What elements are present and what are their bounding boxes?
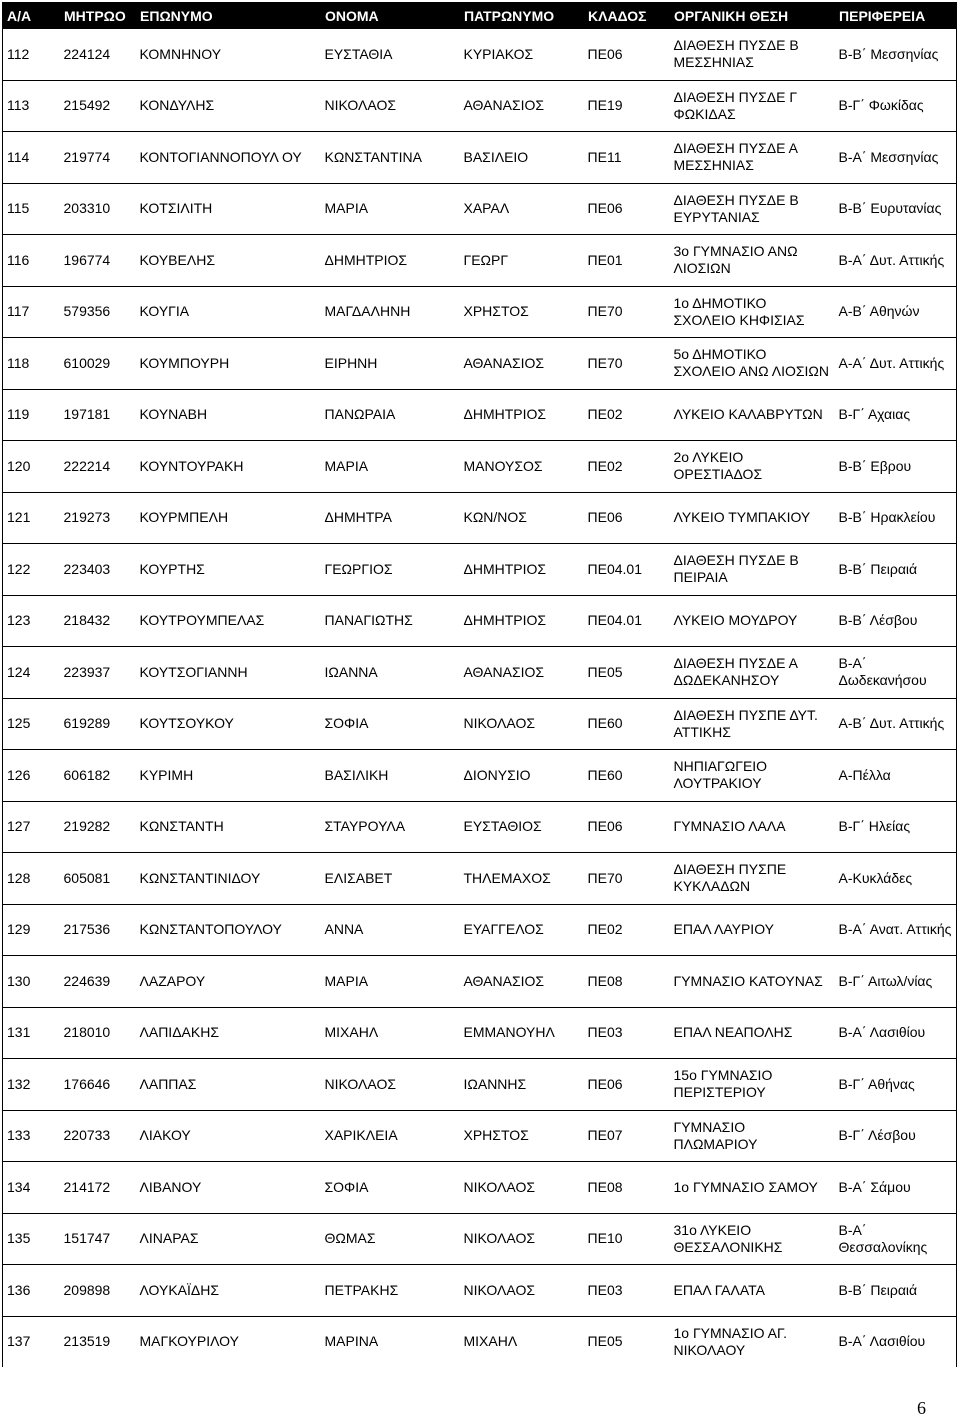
table-row (3, 1265, 957, 1317)
cell-region: Β-Γ΄ Αιτωλ/νίας (835, 956, 957, 1008)
cell-surname: ΛΑΠΙΔΑΚΗΣ (136, 1007, 321, 1059)
cell-father-name: ΝΙΚΟΛΑΟΣ (460, 1213, 584, 1265)
cell-branch: ΠΕ19 (584, 80, 670, 132)
cell-aa: 135 (3, 1213, 60, 1265)
cell-surname: ΚΟΥΒΕΛΗΣ (136, 235, 321, 287)
cell-name: ΜΑΓΔΑΛΗΝΗ (321, 286, 460, 338)
cell-name: ΜΙΧΑΗΛ (321, 1007, 460, 1059)
cell-registry: 217536 (60, 904, 136, 956)
cell-name: ΙΩΑΝΝΑ (321, 647, 460, 699)
cell-aa: 127 (3, 801, 60, 853)
cell-father-name: ΧΑΡΑΛ (460, 183, 584, 235)
cell-branch: ΠΕ70 (584, 338, 670, 390)
table-row (3, 29, 957, 81)
cell-aa: 124 (3, 647, 60, 699)
cell-region: Β-Α΄ Σάμου (835, 1162, 957, 1214)
cell-branch: ΠΕ11 (584, 132, 670, 184)
cell-registry: 223937 (60, 647, 136, 699)
cell-registry: 215492 (60, 80, 136, 132)
cell-aa: 129 (3, 904, 60, 956)
cell-branch: ΠΕ08 (584, 956, 670, 1008)
cell-registry: 219273 (60, 492, 136, 544)
cell-branch: ΠΕ60 (584, 698, 670, 750)
cell-surname: ΛΙΝΑΡΑΣ (136, 1213, 321, 1265)
header-registry: ΜΗΤΡΩΟ (60, 3, 136, 29)
cell-surname: ΚΟΥΤΣΟΥΚΟΥ (136, 698, 321, 750)
cell-registry: 579356 (60, 286, 136, 338)
cell-aa: 115 (3, 183, 60, 235)
cell-father-name: ΑΘΑΝΑΣΙΟΣ (460, 338, 584, 390)
cell-region: Β-Γ΄ Αχαιας (835, 389, 957, 441)
cell-region: Α-Β΄ Δυτ. Αττικής (835, 698, 957, 750)
table-row (3, 801, 957, 853)
cell-position: 31ο ΛΥΚΕΙΟ ΘΕΣΣΑΛΟΝΙΚΗΣ (670, 1213, 835, 1265)
cell-name: ΝΙΚΟΛΑΟΣ (321, 80, 460, 132)
table-row (3, 1007, 957, 1059)
cell-registry: 203310 (60, 183, 136, 235)
cell-region: Β-Α΄ Δυτ. Αττικής (835, 235, 957, 287)
cell-surname: ΚΟΥΝΑΒΗ (136, 389, 321, 441)
cell-branch: ΠΕ10 (584, 1213, 670, 1265)
cell-father-name: ΒΑΣΙΛΕΙΟ (460, 132, 584, 184)
cell-surname: ΚΟΝΔΥΛΗΣ (136, 80, 321, 132)
cell-region: Β-Γ΄ Αθήνας (835, 1059, 957, 1111)
cell-name: ΠΑΝΩΡΑΙΑ (321, 389, 460, 441)
cell-father-name: ΜΙΧΑΗΛ (463, 1333, 518, 1350)
cell-registry: 197181 (60, 389, 136, 441)
cell-father-name: ΔΙΟΝΥΣΙΟ (460, 750, 584, 802)
cell-registry: 222214 (60, 441, 136, 493)
cell-region: Β-Α΄ Λασιθίου (835, 1007, 957, 1059)
cell-position: 1ο ΓΥΜΝΑΣΙΟ ΣΑΜΟΥ (670, 1162, 835, 1214)
cell-aa: 123 (3, 595, 60, 647)
cell-branch: ΠΕ04.01 (584, 595, 670, 647)
cell-surname: ΚΟΤΣΙΛΙΤΗ (136, 183, 321, 235)
cell-surname: ΚΟΥΜΠΟΥΡΗ (136, 338, 321, 390)
cell-surname: ΚΥΡΙΜΗ (136, 750, 321, 802)
cell-registry: 218010 (60, 1007, 136, 1059)
cell-region: Β-Α΄ Θεσσαλονίκης (835, 1213, 957, 1265)
cell-region: Β-Α΄ Μεσσηνίας (835, 132, 957, 184)
cell-branch: ΠΕ05 (584, 647, 670, 699)
cell-father-name: ΧΡΗΣΤΟΣ (460, 1110, 584, 1162)
cell-region: Α-Α΄ Δυτ. Αττικής (835, 338, 957, 390)
cell-aa: 125 (3, 698, 60, 750)
cell-father-name: ΜΑΝΟΥΣΟΣ (460, 441, 584, 493)
cell-registry: 219774 (60, 132, 136, 184)
cell-region: Β-Γ΄ Λέσβου (835, 1110, 957, 1162)
cell-surname: ΜΑΓΚΟΥΡΙΛΟΥ (139, 1333, 239, 1350)
cell-name: ΚΩΝΣΤΑΝΤΙΝΑ (321, 132, 460, 184)
cell-position: ΓΥΜΝΑΣΙΟ ΛΑΛΑ (670, 801, 835, 853)
cell-name: ΧΑΡΙΚΛΕΙΑ (321, 1110, 460, 1162)
table-row (3, 338, 957, 390)
cell-father-name: ΑΘΑΝΑΣΙΟΣ (460, 647, 584, 699)
cell-registry: 196774 (60, 235, 136, 287)
cell-registry: 610029 (60, 338, 136, 390)
cell-region: Α-Πέλλα (835, 750, 957, 802)
cell-branch: ΠΕ06 (584, 183, 670, 235)
table-row (3, 235, 957, 287)
cell-name: ΣΟΦΙΑ (321, 1162, 460, 1214)
cell-father-name: ΕΥΑΓΓΕΛΟΣ (460, 904, 584, 956)
cell-position: 1ο ΔΗΜΟΤΙΚΟ ΣΧΟΛΕΙΟ ΚΗΦΙΣΙΑΣ (670, 286, 835, 338)
cell-branch: ΠΕ02 (584, 389, 670, 441)
cell-aa: 132 (3, 1059, 60, 1111)
header-branch: ΚΛΑΔΟΣ (584, 3, 670, 29)
cell-father-name: ΑΘΑΝΑΣΙΟΣ (460, 80, 584, 132)
table-row (3, 389, 957, 441)
cell-father-name: ΝΙΚΟΛΑΟΣ (460, 698, 584, 750)
cell-registry: 218432 (60, 595, 136, 647)
cell-position: ΔΙΑΘΕΣΗ ΠΥΣΔΕ Α ΜΕΣΣΗΝΙΑΣ (670, 132, 835, 184)
cell-branch: ΠΕ02 (584, 904, 670, 956)
cell-branch: ΠΕ06 (584, 492, 670, 544)
cell-registry: 619289 (60, 698, 136, 750)
cell-branch: ΠΕ06 (584, 29, 670, 81)
table-row (3, 1316, 957, 1367)
cell-position: ΛΥΚΕΙΟ ΜΟΥΔΡΟΥ (670, 595, 835, 647)
cell-aa: 134 (3, 1162, 60, 1214)
cell-aa: 120 (3, 441, 60, 493)
table-row (3, 698, 957, 750)
cell-branch: ΠΕ02 (584, 441, 670, 493)
cell-registry: 176646 (60, 1059, 136, 1111)
cell-aa: 121 (3, 492, 60, 544)
cell-name: ΣΟΦΙΑ (321, 698, 460, 750)
cell-surname: ΚΟΝΤΟΓΙΑΝΝΟΠΟΥΛ ΟΥ (136, 132, 321, 184)
cell-aa: 137 (3, 1316, 60, 1367)
cell-name: ΠΑΝΑΓΙΩΤΗΣ (321, 595, 460, 647)
cell-region: Β-Β΄ Μεσσηνίας (835, 29, 957, 81)
cell-region: Β-Β΄ Λέσβου (835, 595, 957, 647)
cell-father-name: ΕΜΜΑΝΟΥΗΛ (460, 1007, 584, 1059)
table-row (3, 904, 957, 956)
cell-branch: ΠΕ06 (584, 1059, 670, 1111)
cell-name: ΔΗΜΗΤΡΑ (321, 492, 460, 544)
cell-region: Β-Β΄ Εβρου (835, 441, 957, 493)
cell-name: ΕΛΙΣΑΒΕΤ (321, 853, 460, 905)
cell-father-name: ΔΗΜΗΤΡΙΟΣ (460, 595, 584, 647)
cell-region: Β-Α΄ Ανατ. Αττικής (835, 904, 957, 956)
header-region: ΠΕΡΙΦΕΡΕΙΑ (835, 3, 957, 29)
cell-aa: 130 (3, 956, 60, 1008)
cell-father-name: ΚΩΝ/ΝΟΣ (460, 492, 584, 544)
cell-region: Β-Α΄ Λασιθίου (835, 1316, 957, 1367)
cell-name: ΓΕΩΡΓΙΟΣ (321, 544, 460, 596)
cell-registry: 220733 (60, 1110, 136, 1162)
cell-registry: 209898 (60, 1265, 136, 1317)
cell-name: ΒΑΣΙΛΙΚΗ (321, 750, 460, 802)
cell-name: ΠΕΤΡΑΚΗΣ (321, 1265, 460, 1317)
header-name: ΟΝΟΜΑ (321, 3, 460, 29)
cell-position: ΔΙΑΘΕΣΗ ΠΥΣΔΕ Γ ΦΩΚΙΔΑΣ (670, 80, 835, 132)
cell-position: ΕΠΑΛ ΝΕΑΠΟΛΗΣ (670, 1007, 835, 1059)
cell-region: Α-Κυκλάδες (835, 853, 957, 905)
table-row (3, 544, 957, 596)
staff-table (2, 2, 957, 1367)
table-row (3, 286, 957, 338)
cell-aa: 128 (3, 853, 60, 905)
cell-father-name: ΔΗΜΗΤΡΙΟΣ (460, 544, 584, 596)
cell-father-name: ΧΡΗΣΤΟΣ (460, 286, 584, 338)
cell-aa: 126 (3, 750, 60, 802)
cell-name: ΝΙΚΟΛΑΟΣ (321, 1059, 460, 1111)
header-father-name: ΠΑΤΡΩΝΥΜΟ (460, 3, 584, 29)
cell-position: ΕΠΑΛ ΓΑΛΑΤΑ (670, 1265, 835, 1317)
cell-region: Α-Β΄ Αθηνών (835, 286, 957, 338)
cell-name: ΕΥΣΤΑΘΙΑ (321, 29, 460, 81)
table-row (3, 441, 957, 493)
cell-surname: ΛΑΠΠΑΣ (136, 1059, 321, 1111)
cell-position: ΔΙΑΘΕΣΗ ΠΥΣΔΕ Β ΕΥΡΥΤΑΝΙΑΣ (670, 183, 835, 235)
table-row (3, 1162, 957, 1214)
cell-registry: 224124 (60, 29, 136, 81)
cell-branch: ΠΕ03 (584, 1007, 670, 1059)
cell-registry: 214172 (60, 1162, 136, 1214)
cell-father-name: ΙΩΑΝΝΗΣ (460, 1059, 584, 1111)
cell-aa: 112 (3, 29, 60, 81)
cell-surname: ΛΟΥΚΑΪΔΗΣ (136, 1265, 321, 1317)
cell-position: 1ο ΓΥΜΝΑΣΙΟ ΑΓ. ΝΙΚΟΛΑΟΥ (673, 1324, 788, 1358)
cell-position: 15ο ΓΥΜΝΑΣΙΟ ΠΕΡΙΣΤΕΡΙΟΥ (670, 1059, 835, 1111)
table-row (3, 132, 957, 184)
cell-branch: ΠΕ70 (584, 853, 670, 905)
cell-surname: ΛΙΒΑΝΟΥ (136, 1162, 321, 1214)
cell-position: ΔΙΑΘΕΣΗ ΠΥΣΔΕ Β ΠΕΙΡΑΙΑ (670, 544, 835, 596)
cell-region: Β-Β΄ Πειραιά (835, 544, 957, 596)
cell-branch: ΠΕ06 (584, 801, 670, 853)
cell-surname: ΚΟΥΤΡΟΥΜΠΕΛΑΣ (136, 595, 321, 647)
cell-position: ΕΠΑΛ ΛΑΥΡΙΟΥ (670, 904, 835, 956)
cell-branch: ΠΕ04.01 (584, 544, 670, 596)
cell-region: Β-Β΄ Ευρυτανίας (835, 183, 957, 235)
cell-position: ΛΥΚΕΙΟ ΤΥΜΠΑΚΙΟΥ (670, 492, 835, 544)
cell-registry: 151747 (60, 1213, 136, 1265)
cell-aa: 133 (3, 1110, 60, 1162)
cell-aa: 116 (3, 235, 60, 287)
cell-position: ΓΥΜΝΑΣΙΟ ΠΛΩΜΑΡΙΟΥ (670, 1110, 835, 1162)
table-body (3, 29, 957, 1368)
cell-region: Β-Γ΄ Ηλείας (835, 801, 957, 853)
cell-branch: ΠΕ60 (584, 750, 670, 802)
cell-position: ΔΙΑΘΕΣΗ ΠΥΣΔΕ Α ΔΩΔΕΚΑΝΗΣΟΥ (670, 647, 835, 699)
table-row (3, 80, 957, 132)
cell-name: ΜΑΡΙΝΑ (324, 1333, 379, 1350)
table-row (3, 956, 957, 1008)
table-row (3, 1059, 957, 1111)
cell-position: 3ο ΓΥΜΝΑΣΙΟ ΑΝΩ ΛΙΟΣΙΩΝ (670, 235, 835, 287)
cell-name: ΔΗΜΗΤΡΙΟΣ (321, 235, 460, 287)
cell-aa: 136 (3, 1265, 60, 1317)
cell-aa: 117 (3, 286, 60, 338)
cell-name: ΜΑΡΙΑ (321, 183, 460, 235)
cell-surname: ΛΑΖΑΡΟΥ (136, 956, 321, 1008)
cell-aa: 122 (3, 544, 60, 596)
cell-region: Β-Α΄ Δωδεκανήσου (835, 647, 957, 699)
table-row (3, 853, 957, 905)
cell-surname: ΚΟΥΡΤΗΣ (136, 544, 321, 596)
cell-surname: ΚΟΥΡΜΠΕΛΗ (136, 492, 321, 544)
cell-surname: ΚΩΝΣΤΑΝΤΗ (136, 801, 321, 853)
header-surname: ΕΠΩΝΥΜΟ (136, 3, 321, 29)
cell-surname: ΚΩΝΣΤΑΝΤΙΝΙΔΟΥ (136, 853, 321, 905)
header-aa: Α/Α (3, 3, 60, 29)
cell-surname: ΛΙΑΚΟΥ (136, 1110, 321, 1162)
cell-name: ΜΑΡΙΑ (321, 956, 460, 1008)
table-row (3, 647, 957, 699)
cell-surname: ΚΟΥΝΤΟΥΡΑΚΗ (136, 441, 321, 493)
cell-position: ΛΥΚΕΙΟ ΚΑΛΑΒΡΥΤΩΝ (670, 389, 835, 441)
cell-aa: 118 (3, 338, 60, 390)
cell-father-name: ΔΗΜΗΤΡΙΟΣ (460, 389, 584, 441)
cell-branch: ΠΕ07 (584, 1110, 670, 1162)
cell-name: ΜΑΡΙΑ (321, 441, 460, 493)
cell-surname: ΚΟΜΝΗΝΟΥ (136, 29, 321, 81)
cell-father-name: ΕΥΣΤΑΘΙΟΣ (460, 801, 584, 853)
cell-name: ΣΤΑΥΡΟΥΛΑ (321, 801, 460, 853)
cell-registry: 223403 (60, 544, 136, 596)
table-row (3, 750, 957, 802)
cell-name: ΑΝΝΑ (321, 904, 460, 956)
cell-aa: 131 (3, 1007, 60, 1059)
cell-registry: 224639 (60, 956, 136, 1008)
cell-position: ΝΗΠΙΑΓΩΓΕΙΟ ΛΟΥΤΡΑΚΙΟΥ (670, 750, 835, 802)
cell-branch: ΠΕ08 (584, 1162, 670, 1214)
cell-father-name: ΤΗΛΕΜΑΧΟΣ (460, 853, 584, 905)
cell-branch: ΠΕ05 (587, 1333, 623, 1350)
cell-branch: ΠΕ03 (584, 1265, 670, 1317)
cell-position: ΔΙΑΘΕΣΗ ΠΥΣΠΕ ΚΥΚΛΑΔΩΝ (670, 853, 835, 905)
cell-position: ΓΥΜΝΑΣΙΟ ΚΑΤΟΥΝΑΣ (670, 956, 835, 1008)
cell-name: ΕΙΡΗΝΗ (321, 338, 460, 390)
table-row (3, 595, 957, 647)
cell-aa: 114 (3, 132, 60, 184)
cell-position: 2ο ΛΥΚΕΙΟ ΟΡΕΣΤΙΑΔΟΣ (670, 441, 835, 493)
table-header-row (3, 3, 957, 29)
cell-region: Β-Β΄ Πειραιά (835, 1265, 957, 1317)
cell-surname: ΚΟΥΓΙΑ (136, 286, 321, 338)
table-row (3, 1110, 957, 1162)
cell-region: Β-Β΄ Ηρακλείου (835, 492, 957, 544)
table-row (3, 183, 957, 235)
cell-position: 5ο ΔΗΜΟΤΙΚΟ ΣΧΟΛΕΙΟ ΑΝΩ ΛΙΟΣΙΩΝ (670, 338, 835, 390)
cell-surname: ΚΟΥΤΣΟΓΙΑΝΝΗ (136, 647, 321, 699)
cell-registry: 605081 (60, 853, 136, 905)
cell-position: ΔΙΑΘΕΣΗ ΠΥΣΔΕ Β ΜΕΣΣΗΝΙΑΣ (670, 29, 835, 81)
cell-father-name: ΚΥΡΙΑΚΟΣ (460, 29, 584, 81)
table-row (3, 492, 957, 544)
cell-registry: 606182 (60, 750, 136, 802)
cell-region: Β-Γ΄ Φωκίδας (835, 80, 957, 132)
cell-registry: 219282 (60, 801, 136, 853)
page-number: 6 (917, 1398, 926, 1418)
cell-branch: ΠΕ70 (584, 286, 670, 338)
cell-position: ΔΙΑΘΕΣΗ ΠΥΣΠΕ ΔΥΤ. ΑΤΤΙΚΗΣ (670, 698, 835, 750)
cell-registry: 213519 (63, 1333, 111, 1350)
cell-father-name: ΓΕΩΡΓ (460, 235, 584, 287)
cell-name: ΘΩΜΑΣ (321, 1213, 460, 1265)
table-row (3, 1213, 957, 1265)
header-position: ΟΡΓΑΝΙΚΗ ΘΕΣΗ (670, 3, 835, 29)
cell-father-name: ΑΘΑΝΑΣΙΟΣ (460, 956, 584, 1008)
cell-father-name: ΝΙΚΟΛΑΟΣ (460, 1265, 584, 1317)
cell-father-name: ΝΙΚΟΛΑΟΣ (460, 1162, 584, 1214)
cell-branch: ΠΕ01 (584, 235, 670, 287)
cell-aa: 113 (3, 80, 60, 132)
cell-aa: 119 (3, 389, 60, 441)
cell-surname: ΚΩΝΣΤΑΝΤΟΠΟΥΛΟΥ (136, 904, 321, 956)
